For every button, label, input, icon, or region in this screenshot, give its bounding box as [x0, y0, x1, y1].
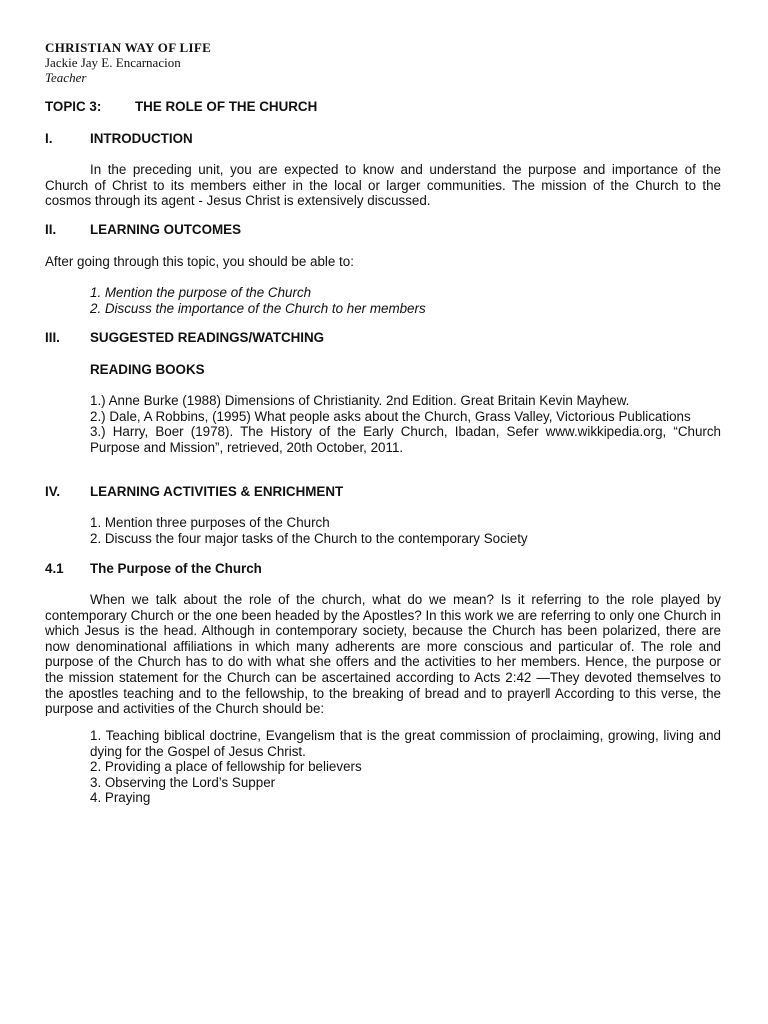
section-4-title: LEARNING ACTIVITIES & ENRICHMENT	[90, 484, 344, 499]
readings-list	[90, 393, 721, 455]
author-role: Teacher	[45, 70, 87, 85]
section-3-number: III.	[45, 330, 60, 345]
list-item: 1.) Anne Burke (1988) Dimensions of Christianity. 2nd Edition. Great Britain Kevin Mayhew.	[90, 393, 630, 408]
section-1-number: I.	[45, 131, 53, 146]
list-item: 2. Discuss the four major tasks of the Church to the contemporary Society	[90, 530, 528, 546]
section-3-title: SUGGESTED READINGS/WATCHING	[90, 330, 325, 345]
list-item: 1. Teaching biblical doctrine, Evangelism that is the great commission of proclaiming, growing, living and dying for the Gospel of Jesus Christ.	[90, 728, 721, 759]
course-title: CHRISTIAN WAY OF LIFE	[45, 40, 212, 55]
list-item: 1. Mention the purpose of the Church	[90, 285, 312, 300]
document-header	[45, 40, 211, 85]
section-2-number: II.	[45, 222, 57, 237]
list-item: 4. Praying	[90, 790, 151, 806]
topic-title: THE ROLE OF THE CHURCH	[135, 99, 318, 114]
outcomes-intro: After going through this topic, you should be able to:	[45, 254, 354, 269]
purpose-list	[90, 728, 721, 806]
section-2-title: LEARNING OUTCOMES	[90, 222, 242, 237]
author-name: Jackie Jay E. Encarnacion	[45, 55, 181, 70]
section-4-1-number: 4.1	[45, 561, 64, 576]
list-item: 3. Observing the Lord’s Supper	[90, 774, 276, 790]
topic-label: TOPIC 3:	[45, 99, 102, 114]
introduction-paragraph: In the preceding unit, you are expected to know and understand the purpose and importance of the Church of Christ to its members either in the local or larger communities. The mission of the Church to the cosmos through its agent - Jesus Christ is extensively discussed.	[45, 162, 721, 209]
activities-list	[90, 515, 721, 546]
list-item: 2. Providing a place of fellowship for believers	[90, 759, 362, 775]
list-item: 1. Mention three purposes of the Church	[90, 515, 330, 530]
list-item: 3.) Harry, Boer (1978). The History of the Early Church, Ibadan, Sefer www.wikkipedia.org, “Church Purpose and Mission”, retrieved, 20th October, 2011.	[90, 424, 721, 455]
section-1-title: INTRODUCTION	[90, 131, 193, 146]
list-item: 2.) Dale, A Robbins, (1995) What people asks about the Church, Grass Valley, Victorious Publications	[90, 408, 691, 424]
purpose-paragraph: When we talk about the role of the church, what do we mean? Is it referring to the role played by contemporary Church or the one been headed by the Apostles? In this work we are referring to only one Church in which Jesus is the head. Although in contemporary society, because the Church has been polarized, there are now denominational affiliations in which many adherents are more conscious and particular of. The role and purpose of the Church has to do with what she offers and the activities to her members. Hence, the purpose or the mission statement for the Church can be ascertained according to Acts 2:42 ―They devoted themselves to the apostles teaching and to the fellowship, to the breaking of bread and to prayer‖ According to this verse, the purpose and activities of the Church should be:	[45, 592, 721, 717]
section-4-1-title: The Purpose of the Church	[90, 561, 262, 576]
outcomes-list	[90, 285, 721, 316]
reading-books-subtitle: READING BOOKS	[90, 362, 205, 377]
list-item: 2. Discuss the importance of the Church to her members	[90, 300, 426, 316]
section-4-number: IV.	[45, 484, 61, 499]
